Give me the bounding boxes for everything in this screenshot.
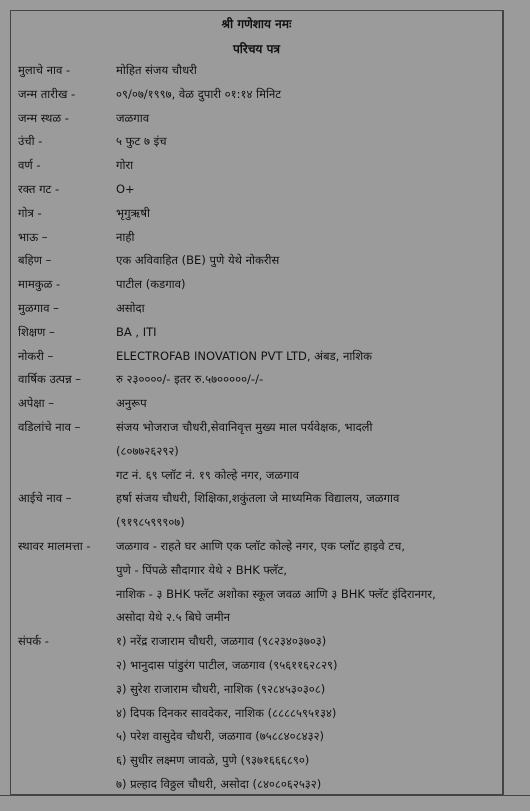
field-value: भृगुऋषी: [116, 205, 150, 220]
field-label: रक्त गट -: [18, 182, 60, 196]
field-label: अपेक्षा –: [18, 396, 54, 411]
field-value: एक अविवाहित (BE) पुणे येथे नोकरीस: [116, 253, 280, 268]
field-label: नोकरी –: [18, 348, 54, 363]
field-value: रु २३००००/- इतर रु.५७०००००/-/-: [116, 372, 264, 387]
field-value: असोदा: [116, 301, 145, 315]
field-value: O+: [116, 182, 135, 196]
field-value: जळगाव: [116, 110, 150, 125]
field-label: शिक्षण –: [18, 324, 55, 339]
field-value: (९१९८५९९९०७): [116, 515, 185, 530]
field-value: संजय भोजराज चौधरी,सेवानिवृत्त मुख्य माल पर्यवेक्षक, भादली: [116, 420, 373, 434]
field-label: जन्म स्थळ -: [18, 110, 69, 125]
field-label: मामकुळ -: [18, 277, 61, 292]
field-value: जळगाव - राहते घर आणि एक प्लॉट कोल्हे नगर, एक प्लॉट हाइवे टच,: [116, 539, 406, 553]
field-value: ४) दिपक दिनकर सावदेकर, नाशिक (८८८८५९५१३४): [116, 705, 337, 720]
field-label: वार्षिक उत्पन्न –: [18, 372, 82, 387]
field-value: ५ फुट ७ इंच: [116, 134, 167, 149]
field-value: पाटील (कडगाव): [116, 277, 186, 292]
field-value: पुणे - पिंपळे सौदागार येथे २ BHK फ्लॅट,: [116, 562, 287, 577]
field-value: २) भानुदास पांडुरंग पाटील, जळगाव (९५६११६२८२९): [116, 658, 338, 672]
field-value: असोदा येथे २.५ बिघे जमीन: [116, 610, 230, 625]
field-value: ७) प्रल्हाद विठ्ठल चौधरी, असोदा (८४०८०६२५३२): [116, 777, 322, 791]
field-value: गोरा: [116, 158, 134, 173]
field-value: ०९/०७/१९९७, वेळ दुपारी ०१:१४ मिनिट: [116, 86, 282, 101]
field-label: गोत्र -: [18, 205, 42, 220]
field-value: ५) परेश वासुदेव चौधरी, जळगाव (७५८८४०८४३२): [116, 729, 325, 744]
field-label: आईचे नाव –: [18, 491, 72, 506]
field-label: स्थावर मालमत्ता -: [18, 539, 91, 553]
field-value: ३) सुरेश राजाराम चौधरी, नाशिक (९२८४५३०३०८): [116, 681, 326, 696]
field-value: ELECTROFAB INOVATION PVT LTD, अंबड, नाशिक: [116, 348, 372, 363]
page-title: परिचय पत्र: [232, 42, 281, 56]
field-label: उंची -: [18, 134, 43, 149]
right-border: [503, 10, 504, 795]
field-label: मुलाचे नाव -: [18, 63, 71, 77]
field-label: वडिलांचे नाव –: [18, 420, 81, 434]
invocation-heading: श्री गणेशाय नमः: [221, 17, 292, 31]
field-label: भाऊ –: [18, 229, 48, 244]
field-label: संपर्क -: [18, 634, 49, 649]
field-value: मोहित संजय चौधरी: [116, 63, 197, 77]
field-value: गट नं. ६९ प्लॉट नं. १९ कोल्हे नगर, जळगाव: [116, 467, 300, 482]
field-label: बहिण –: [18, 253, 52, 268]
field-value: BA , ITI: [116, 324, 157, 339]
field-label: जन्म तारीख -: [18, 86, 76, 101]
bottom-border: [0, 795, 530, 796]
field-label: मुळगाव –: [18, 301, 59, 315]
field-value: ६) सुधीर लक्ष्मण जावळे, पुणे (९३७१६६६८९०): [116, 753, 310, 768]
document-frame: [10, 10, 503, 795]
field-value: अनुरूप: [116, 396, 147, 411]
field-value: हर्षा संजय चौधरी, शिक्षिका,शकुंतला जे माध्यमिक विद्यालय, जळगाव: [116, 491, 400, 506]
field-value: (८०७७२६२९२): [116, 443, 179, 458]
field-label: वर्ण -: [18, 158, 41, 173]
field-value: नाही: [116, 229, 135, 244]
field-value: नाशिक - ३ BHK फ्लॅट अशोका स्कूल जवळ आणि ३ BHK फ्लॅट इंदिरानगर,: [116, 586, 436, 601]
field-value: १) नरेंद्र राजाराम चौधरी, जळगाव (९८२३४०३७०३): [116, 634, 327, 649]
